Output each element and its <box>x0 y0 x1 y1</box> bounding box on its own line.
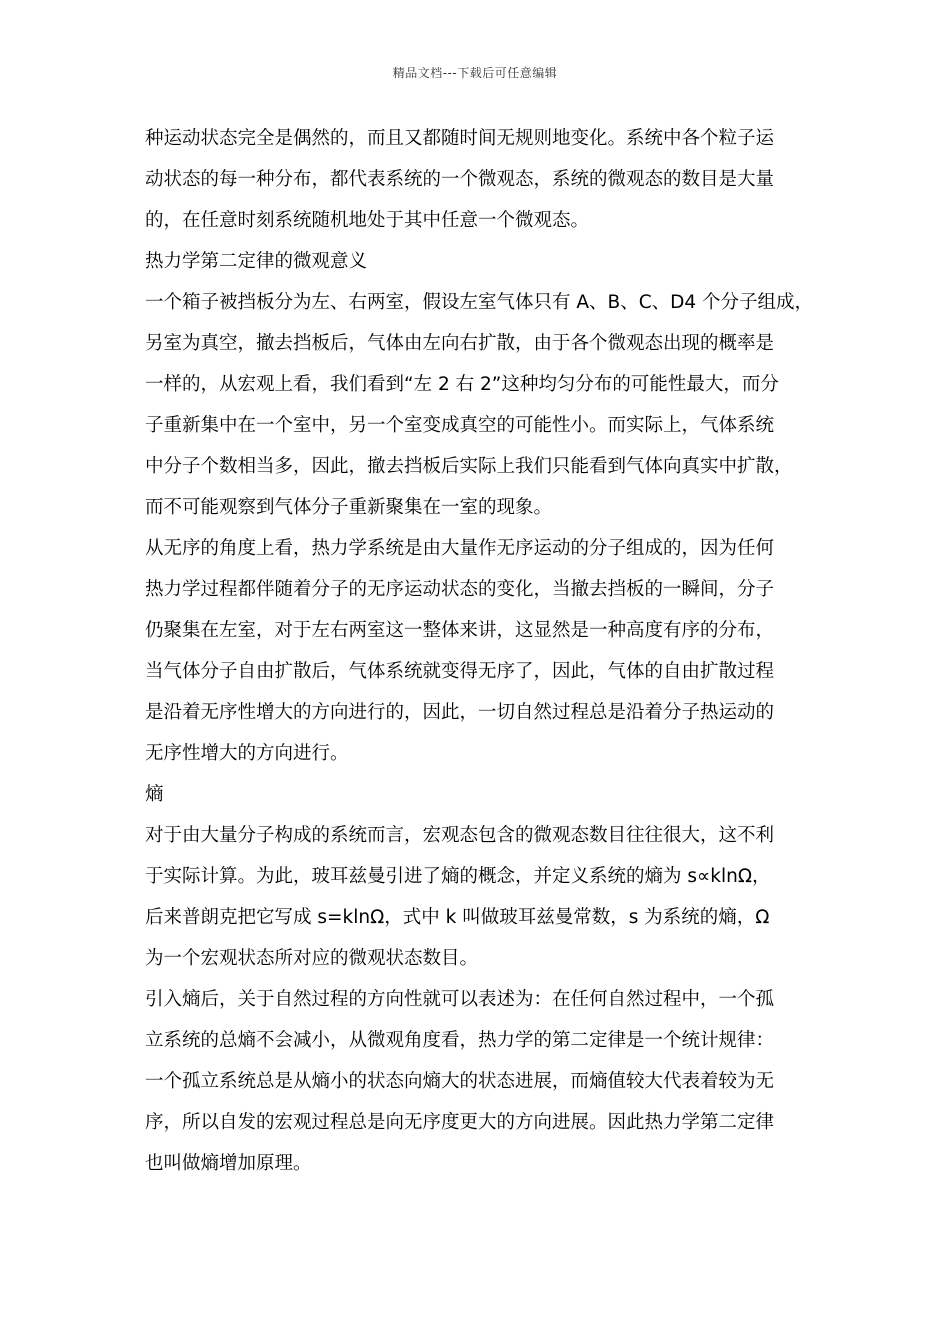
text-line: 的，在任意时刻系统随机地处于其中任意一个微观态。 <box>145 210 590 231</box>
text-line: 为一个宏观状态所对应的微观状态数目。 <box>145 948 479 969</box>
text-line: 仍聚集在左室，对于左右两室这一整体来讲，这显然是一种高度有序的分布， <box>145 620 775 641</box>
text-line: 序，所以自发的宏观过程总是向无序度更大的方向进展。因此热力学第二定律 <box>145 1112 775 1133</box>
text-line: 一个孤立系统总是从熵小的状态向熵大的状态进展，而熵值较大代表着较为无 <box>145 1071 775 1092</box>
document-body <box>145 118 814 1184</box>
section-heading: 熵 <box>145 784 164 805</box>
page-header: 精品文档---下载后可任意编辑 <box>392 66 558 80</box>
text-line: 无序性增大的方向进行。 <box>145 743 349 764</box>
text-line: 动状态的每一种分布，都代表系统的一个微观态，系统的微观态的数目是大量 <box>145 169 775 190</box>
text-line: 后来普朗克把它写成 s=klnΩ，式中 k 叫做玻耳兹曼常数，s 为系统的熵，Ω <box>145 907 770 928</box>
text-line: 热力学过程都伴随着分子的无序运动状态的变化，当撤去挡板的一瞬间，分子 <box>145 579 775 600</box>
text-line: 是沿着无序性增大的方向进行的，因此，一切自然过程总是沿着分子热运动的 <box>145 702 775 723</box>
text-line: 一个箱子被挡板分为左、右两室，假设左室气体只有 A、B、C、D4 个分子组成， <box>145 292 814 313</box>
text-line: 种运动状态完全是偶然的，而且又都随时间无规则地变化。系统中各个粒子运 <box>145 128 775 149</box>
text-line: 也叫做熵增加原理。 <box>145 1153 312 1174</box>
text-line: 对于由大量分子构成的系统而言，宏观态包含的微观态数目往往很大，这不利 <box>145 825 775 846</box>
text-line: 中分子个数相当多，因此，撤去挡板后实际上我们只能看到气体向真实中扩散， <box>145 456 793 477</box>
text-line: 子重新集中在一个室中，另一个室变成真空的可能性小。而实际上，气体系统 <box>145 415 775 436</box>
text-line: 立系统的总熵不会减小，从微观角度看，热力学的第二定律是一个统计规律： <box>145 1030 775 1051</box>
text-line: 另室为真空，撤去挡板后，气体由左向右扩散，由于各个微观态出现的概率是 <box>145 333 775 354</box>
text-line: 于实际计算。为此，玻耳兹曼引进了熵的概念，并定义系统的熵为 s∝klnΩ， <box>145 866 771 887</box>
text-line: 引入熵后，关于自然过程的方向性就可以表述为：在任何自然过程中，一个孤 <box>145 989 775 1010</box>
text-line: 而不可能观察到气体分子重新聚集在一室的现象。 <box>145 497 553 518</box>
text-line: 一样的，从宏观上看，我们看到“左 2 右 2”这种均匀分布的可能性最大，而分 <box>145 374 779 395</box>
section-heading: 热力学第二定律的微观意义 <box>145 251 368 272</box>
text-line: 从无序的角度上看，热力学系统是由大量作无序运动的分子组成的，因为任何 <box>145 538 775 559</box>
text-line: 当气体分子自由扩散后，气体系统就变得无序了，因此，气体的自由扩散过程 <box>145 661 775 682</box>
